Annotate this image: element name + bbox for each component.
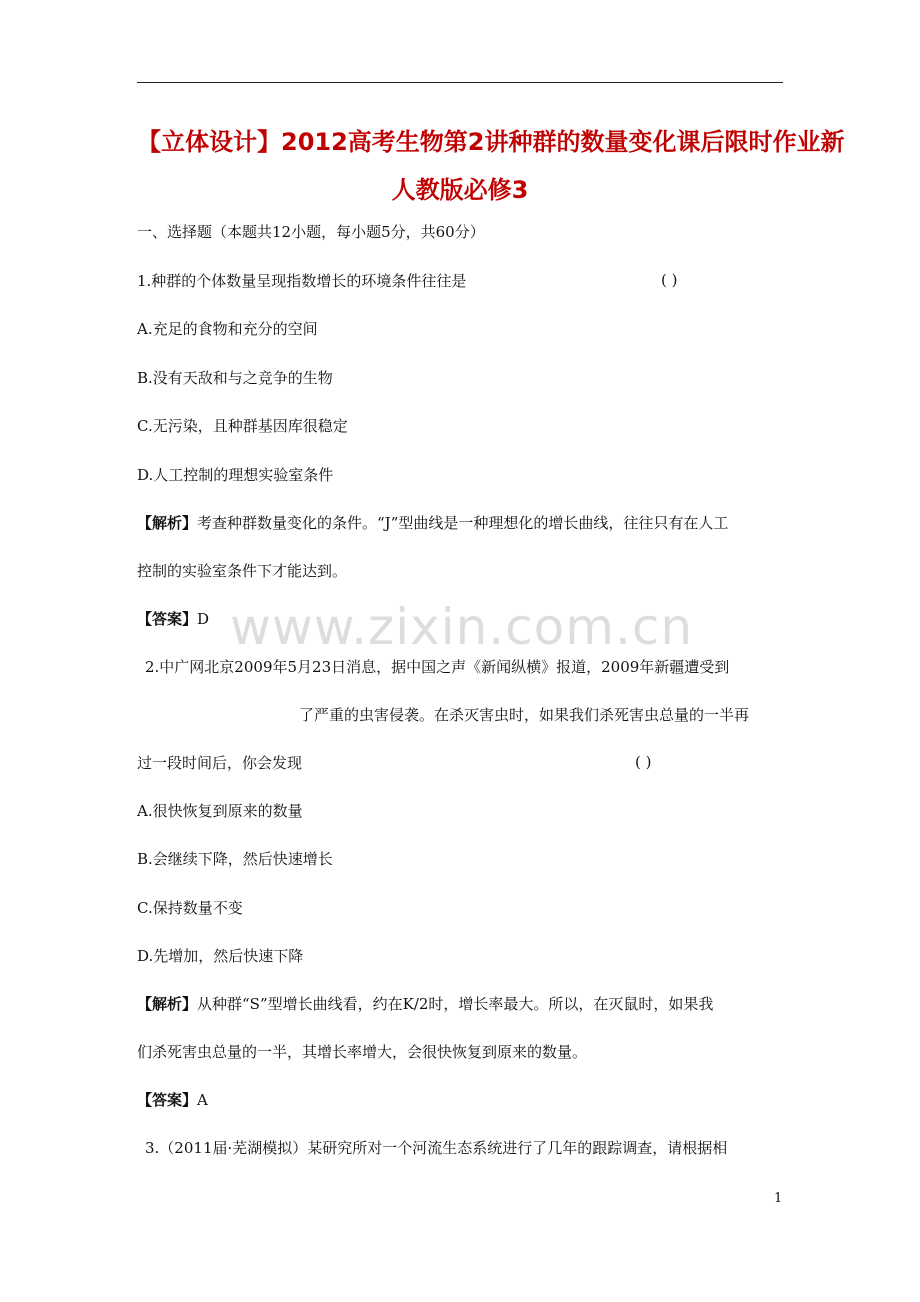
- q2-option-b: B.会继续下降，然后快速增长: [137, 850, 333, 868]
- q1-analysis-line1: [137, 513, 728, 533]
- q1-option-b: B.没有天敌和与之竞争的生物: [137, 369, 333, 387]
- q3-stem-line1: 3.（2011届·芜湖模拟）某研究所对一个河流生态系统进行了几年的跟踪调查，请根据相: [145, 1139, 728, 1157]
- q2-answer-line: [137, 1090, 208, 1110]
- q2-option-a: A.很快恢复到原来的数量: [137, 802, 303, 820]
- page-number: 1: [774, 1191, 783, 1206]
- q1-option-c: C.无污染，且种群基因库很稳定: [137, 417, 348, 435]
- q1-analysis-tag: 【解析】: [137, 514, 198, 532]
- q1-option-a: A.充足的食物和充分的空间: [137, 320, 318, 338]
- q2-option-c: C.保持数量不变: [137, 899, 243, 917]
- q2-answer-tag: 【答案】: [137, 1091, 198, 1109]
- q2-stem-line1: 2.中广网北京2009年5月23日消息，据中国之声《新闻纵横》报道，2009年新疆遭受到: [145, 658, 730, 676]
- document-title-line1: 【立体设计】2012高考生物第2讲种群的数量变化课后限时作业新: [137, 128, 845, 156]
- q1-answer-paren: ( ): [661, 271, 678, 289]
- q2-analysis-line1: [137, 994, 713, 1014]
- document-title-line2: 人教版必修3: [391, 176, 529, 204]
- q1-answer-tag: 【答案】: [137, 610, 198, 628]
- q1-option-d: D.人工控制的理想实验室条件: [137, 466, 334, 484]
- q2-stem-line3: 过一段时间后，你会发现: [137, 754, 303, 772]
- q1-answer-line: [137, 609, 209, 629]
- q2-analysis-text: 从种群“S”型增长曲线看，约在K/2时，增长率最大。所以，在灭鼠时，如果我: [197, 995, 714, 1013]
- q2-answer-value: A: [197, 1091, 208, 1109]
- q2-analysis-line2: 们杀死害虫总量的一半，其增长率增大，会很快恢复到原来的数量。: [137, 1043, 588, 1061]
- section-heading: 一、选择题（本题共12小题，每小题5分，共60分）: [137, 223, 485, 241]
- q2-stem-line2: 了严重的虫害侵袭。在杀灭害虫时，如果我们杀死害虫总量的一半再: [299, 706, 750, 724]
- q2-analysis-tag: 【解析】: [137, 995, 198, 1013]
- watermark: www.zixin.com.cn: [230, 598, 694, 656]
- q1-analysis-text: 考查种群数量变化的条件。“J”型曲线是一种理想化的增长曲线，往往只有在人工: [197, 514, 729, 532]
- q2-option-d: D.先增加，然后快速下降: [137, 947, 304, 965]
- q1-stem: 1.种群的个体数量呈现指数增长的环境条件往往是: [137, 272, 467, 290]
- q1-answer-value: D: [197, 610, 210, 628]
- q2-answer-paren: ( ): [635, 753, 652, 771]
- header-rule: [137, 82, 783, 83]
- q1-analysis-line2: 控制的实验室条件下才能达到。: [137, 562, 348, 580]
